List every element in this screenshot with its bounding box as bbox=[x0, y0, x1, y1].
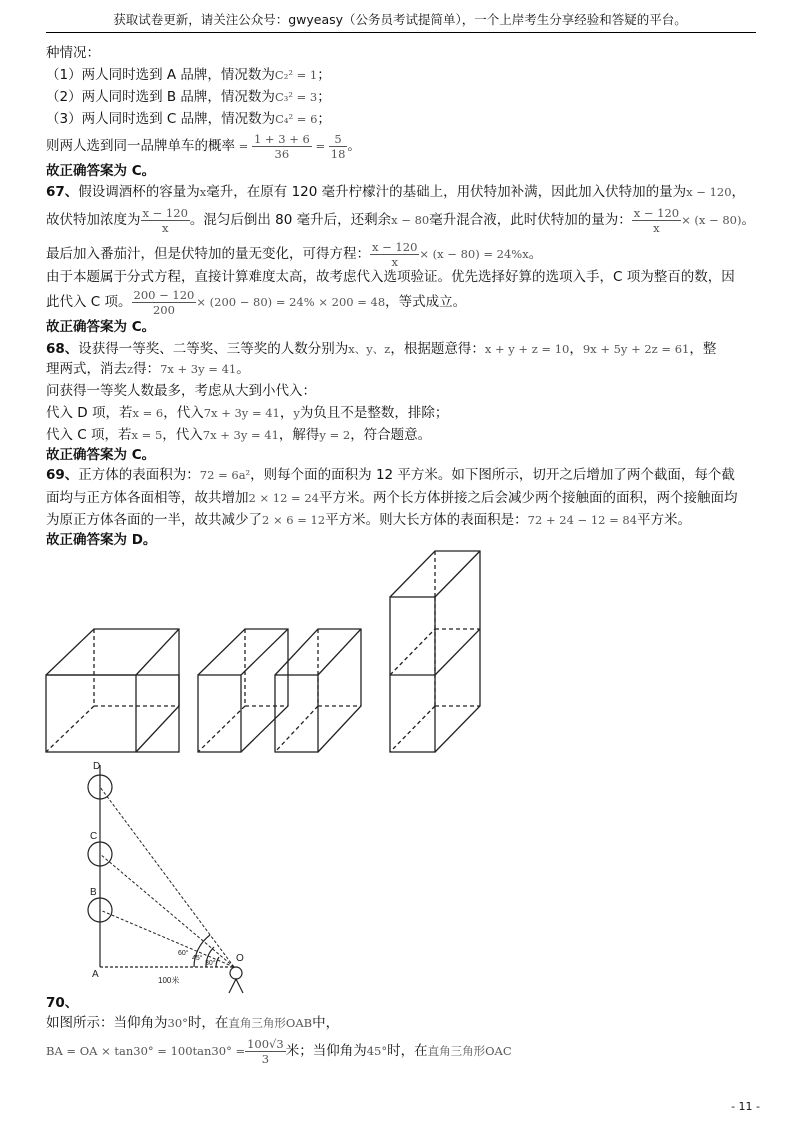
original-cube bbox=[46, 629, 179, 752]
text-line: （3）两人同时选到 C 品牌，情况数为C₄² = 6； bbox=[46, 111, 331, 127]
text-line: 67、假设调酒杯的容量为x毫升，在原有 120 毫升柠檬汁的基础上，用伏特加补满，因此加入伏特加的量为x − 120， bbox=[46, 184, 746, 200]
angle-60: 60° bbox=[178, 950, 189, 957]
cube-figures bbox=[0, 545, 800, 760]
label-b: B bbox=[90, 887, 97, 898]
text-line: 最后加入番茄汁，但是伏特加的量无变化，可得方程： $\frac{x - 120}{x}$ × (x − 80) = 24%x。 bbox=[46, 239, 543, 269]
answer-line: 故正确答案为 C。 bbox=[46, 447, 156, 463]
text-line: 由于本题属于分式方程，直接计算难度太高，故考虑代入选项验证。优先选择好算的选项入手，C 项为整百的数，因 bbox=[46, 269, 735, 285]
text-line: 此代入 C 项。 $\frac{200 - 120}{200}$ × (200 − 80) = 24% × 200 = 48，等式成立。 bbox=[46, 287, 467, 317]
text-line: 代入 D 项，若x = 6，代入7x + 3y = 41，y为负且不是整数，排除； bbox=[46, 405, 449, 421]
angle-arc bbox=[216, 957, 219, 967]
text-line: （2）两人同时选到 B 品牌，情况数为C₃² = 3； bbox=[46, 89, 331, 105]
text-line: 69、正方体的表面积为：72 = 6a²，则每个面的面积为 12 平方米。如下图所示，切开之后增加了两个截面，每个截 bbox=[46, 467, 735, 483]
text-line: 理两式，消去z得：7x + 3y = 41。 bbox=[46, 361, 250, 377]
label-c: C bbox=[90, 831, 98, 842]
sight-line-d bbox=[100, 787, 234, 967]
answer-line: 故正确答案为 C。 bbox=[46, 163, 156, 179]
sight-line-b bbox=[100, 910, 234, 967]
observer-body bbox=[229, 979, 243, 993]
sight-line-c bbox=[100, 854, 234, 967]
stacked-cuboid bbox=[390, 551, 480, 752]
text-line: 面均与正方体各面相等，故共增加2 × 12 = 24平方米。两个长方体拼接之后会减少两个接触面的面积，两个接触面均 bbox=[46, 490, 738, 506]
page-header: 获取试卷更新，请关注公众号：gwyeasy（公务员考试提简单），一个上岸考生分享经验和答疑的平台。 bbox=[113, 12, 687, 27]
text-line: 代入 C 项，若x = 5，代入7x + 3y = 41，解得y = 2，符合题意。 bbox=[46, 427, 432, 443]
angle-45: 45° bbox=[192, 955, 203, 962]
elevation-diagram bbox=[0, 755, 300, 995]
text-line: （1）两人同时选到 A 品牌，情况数为C₂² = 1； bbox=[46, 67, 331, 83]
distance-label: 100米 bbox=[158, 976, 180, 985]
label-d: D bbox=[93, 761, 101, 772]
text-line: BA = OA × tan30° = 100tan30° = $\frac{100√3}{3}$ 米；当仰角为45°时，在直角三角形OAC bbox=[46, 1036, 512, 1066]
answer-line: 故正确答案为 D。 bbox=[46, 532, 157, 548]
label-a: A bbox=[92, 969, 99, 980]
observer-head bbox=[230, 967, 242, 979]
question-number: 70、 bbox=[46, 995, 79, 1011]
angle-30: 30° bbox=[205, 960, 216, 967]
label-o: O bbox=[236, 953, 244, 964]
text-line: 如图所示：当仰角为30°时，在直角三角形OAB中， bbox=[46, 1015, 340, 1031]
answer-line: 故正确答案为 C。 bbox=[46, 319, 156, 335]
text-line: 为原正方体各面的一半，故共减少了2 × 6 = 12平方米。则大长方体的表面积是：72 + 24 − 12 = 84平方米。 bbox=[46, 512, 692, 528]
header-rule bbox=[46, 32, 756, 33]
text-line: 故伏特加浓度为 $\frac{x - 120}{x}$ 。混匀后倒出 80 毫升后，还剩余x − 80毫升混合液，此时伏特加的量为： $\frac{x - 120}{x}$ × (x − 80)。 bbox=[46, 205, 755, 235]
probability-line: 则两人选到同一品牌单车的概率 = $\frac{1 + 3 + 6}{36}$ = $\frac{5}{18}$ 。 bbox=[46, 131, 361, 161]
text-line: 问获得一等奖人数最多，考虑从大到小代入： bbox=[46, 383, 316, 399]
page-number: - 11 - bbox=[731, 1100, 760, 1113]
text-line: 68、设获得一等奖、二等奖、三等奖的人数分别为x、y、z，根据题意得：x + y + z = 10，9x + 5y + 2z = 61，整 bbox=[46, 341, 717, 357]
text-line: 种情况： bbox=[46, 45, 100, 61]
